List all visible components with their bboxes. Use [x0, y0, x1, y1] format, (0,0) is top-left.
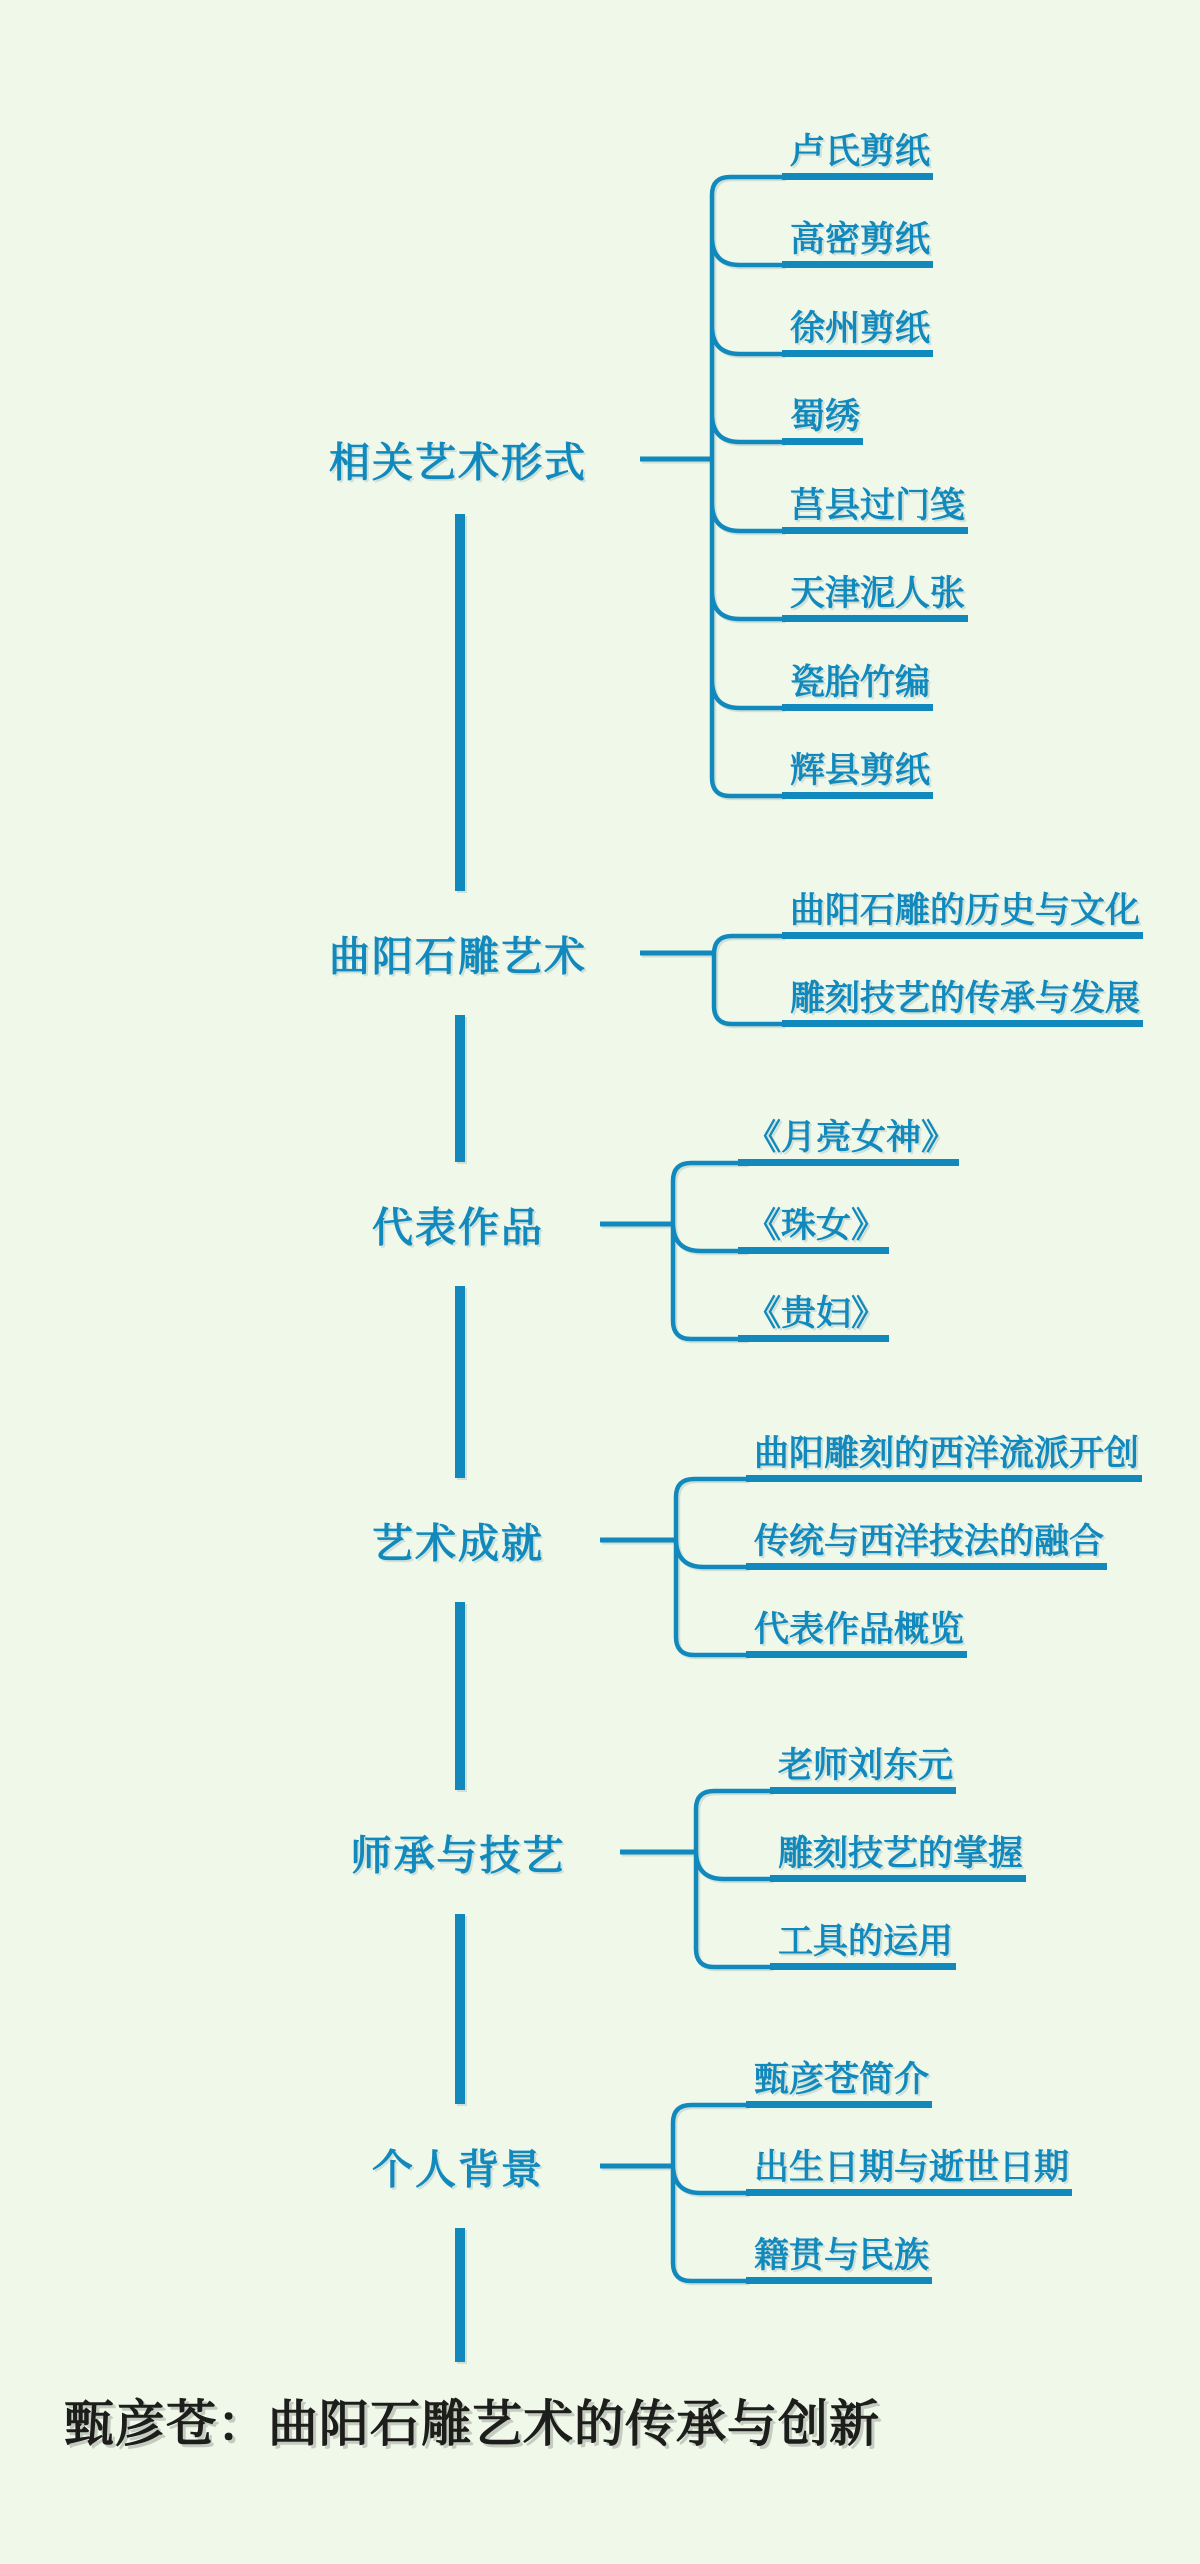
branch-bracket-5: [696, 1791, 770, 1967]
leaf-node[interactable]: 莒县过门笺: [782, 488, 968, 534]
branch-bracket-3: [673, 1163, 745, 1339]
branch-label-artistic-achievements[interactable]: 艺术成就: [372, 1520, 544, 1567]
leaf-node[interactable]: 徐州剪纸: [782, 311, 933, 357]
root-title[interactable]: 甄彦苍：曲阳石雕艺术的传承与创新: [64, 2396, 880, 2452]
branch-label-personal-background[interactable]: 个人背景: [372, 2146, 544, 2193]
leaf-node[interactable]: 工具的运用: [770, 1924, 956, 1970]
branch-label-mentorship-skills[interactable]: 师承与技艺: [350, 1832, 566, 1879]
leaf-node[interactable]: 卢氏剪纸: [782, 134, 933, 180]
branch-bracket-2: [714, 936, 782, 1024]
leaf-node[interactable]: 老师刘东元: [770, 1748, 956, 1794]
branch-bracket-4: [676, 1479, 746, 1655]
branch-bracket-1: [712, 177, 782, 796]
leaf-node[interactable]: 雕刻技艺的传承与发展: [782, 981, 1143, 1027]
branch-label-quyang-stone-art[interactable]: 曲阳石雕艺术: [329, 933, 587, 980]
leaf-node[interactable]: 《珠女》: [738, 1208, 889, 1254]
leaf-node[interactable]: 雕刻技艺的掌握: [770, 1836, 1026, 1882]
leaf-node[interactable]: 高密剪纸: [782, 222, 933, 268]
leaf-node[interactable]: 《月亮女神》: [738, 1120, 959, 1166]
leaf-node[interactable]: 辉县剪纸: [782, 753, 933, 799]
leaf-node[interactable]: 曲阳雕刻的西洋流派开创: [746, 1436, 1142, 1482]
branch-bracket-6: [673, 2105, 746, 2281]
leaf-node[interactable]: 代表作品概览: [746, 1612, 967, 1658]
leaf-node[interactable]: 籍贯与民族: [746, 2238, 932, 2284]
leaf-node[interactable]: 瓷胎竹编: [782, 665, 933, 711]
leaf-node[interactable]: 曲阳石雕的历史与文化: [782, 893, 1143, 939]
leaf-node[interactable]: 甄彦苍简介: [746, 2062, 932, 2108]
leaf-node[interactable]: 传统与西洋技法的融合: [746, 1524, 1107, 1570]
branch-label-representative-works[interactable]: 代表作品: [372, 1204, 544, 1251]
leaf-node[interactable]: 天津泥人张: [782, 576, 968, 622]
branch-label-related-art-forms[interactable]: 相关艺术形式: [329, 439, 587, 486]
leaf-node[interactable]: 《贵妇》: [738, 1296, 889, 1342]
leaf-node[interactable]: 出生日期与逝世日期: [746, 2150, 1072, 2196]
leaf-node[interactable]: 蜀绣: [782, 399, 863, 445]
